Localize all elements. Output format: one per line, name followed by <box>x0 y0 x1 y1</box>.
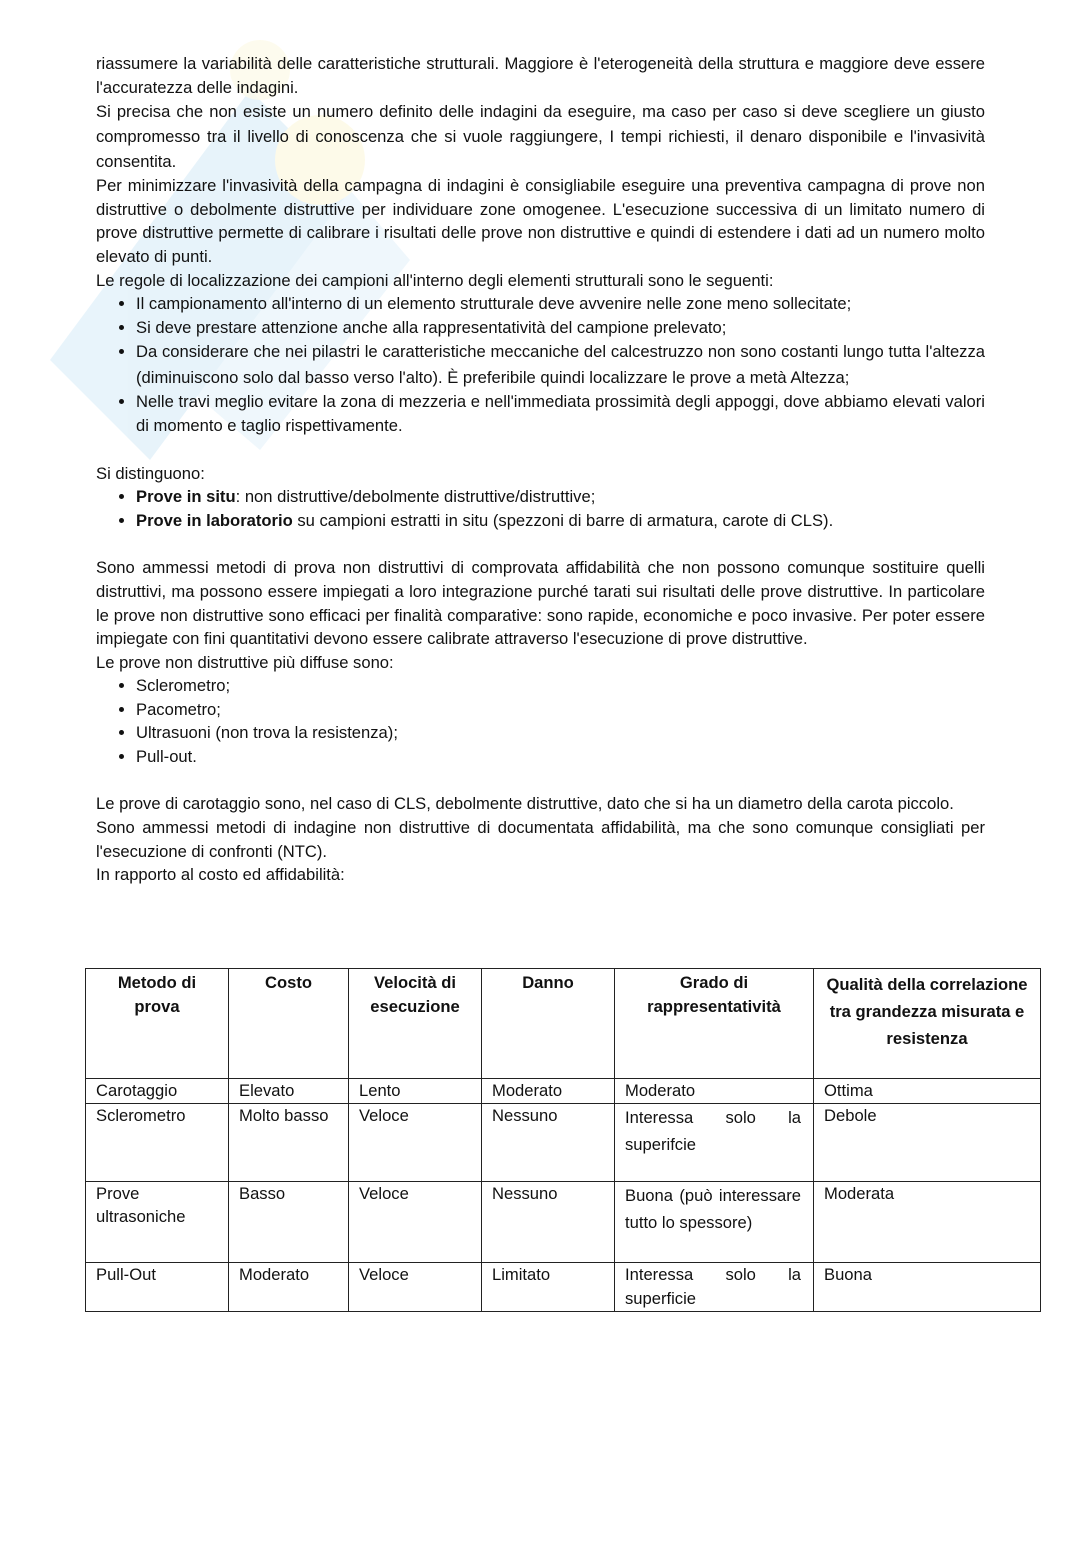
table-cell: Prove ultrasoniche <box>86 1181 229 1262</box>
table-cell: Veloce <box>349 1103 482 1181</box>
rules-list <box>96 292 985 437</box>
table-header-cell: Danno <box>482 969 615 1079</box>
table-cell: Interessa solo la superficie <box>615 1262 814 1311</box>
table-cell: Pull-Out <box>86 1262 229 1311</box>
distinguish-list <box>96 485 985 532</box>
list-item-text: : non distruttive/debolmente distruttive/distruttive; <box>235 487 596 507</box>
table-cell: Nessuno <box>482 1181 615 1262</box>
table-cell: Nessuno <box>482 1103 615 1181</box>
intro-paragraph-1: riassumere la variabilità delle caratteristiche strutturali. Maggiore è l'eterogeneità della struttura e maggiore deve essere l'accuratezza delle indagini. <box>96 54 985 97</box>
table-header-cell: Velocità di esecuzione <box>349 969 482 1079</box>
table-header-cell: Grado di rappresentatività <box>615 969 814 1079</box>
document-body <box>96 52 985 887</box>
ndt-list <box>96 674 985 768</box>
list-item: • Nelle travi meglio evitare la zona di mezzeria e nell'immediata prossimità degli appoggi, dove abbiamo elevati valori di momento e taglio rispettivamente. <box>136 390 985 437</box>
table-row <box>86 1262 1041 1311</box>
list-item: • Sclerometro; <box>136 674 985 698</box>
table-cell: Interessa solo la superifcie <box>615 1103 814 1181</box>
table-header-cell: Costo <box>229 969 349 1079</box>
intro-paragraph-4: Le regole di localizzazione dei campioni all'interno degli elementi strutturali sono le seguenti: <box>96 270 774 290</box>
table-cell: Moderato <box>615 1079 814 1104</box>
table-cell: Moderato <box>482 1079 615 1104</box>
list-item-text: su campioni estratti in situ (spezzoni di barre di armatura, carote di CLS). <box>292 510 834 530</box>
list-item: • Il campionamento all'interno di un elemento strutturale deve avvenire nelle zone meno sollecitate; <box>136 292 985 316</box>
list-item: • Pacometro; <box>136 698 985 722</box>
table-cell: Limitato <box>482 1262 615 1311</box>
closing-paragraph-1: Le prove di carotaggio sono, nel caso di CLS, debolmente distruttive, dato che si ha un diametro della carota piccolo. <box>96 793 954 813</box>
list-item: • Si deve prestare attenzione anche alla rappresentatività del campione prelevato; <box>136 316 985 340</box>
list-item-bold: Prove in laboratorio <box>136 510 293 530</box>
table-cell: Sclerometro <box>86 1103 229 1181</box>
list-item: • Pull-out. <box>136 745 985 769</box>
table-row <box>86 1103 1041 1181</box>
ndt-intro: Le prove non distruttive più diffuse sono: <box>96 652 394 672</box>
table-header-row <box>86 969 1041 1079</box>
closing-paragraph-3: In rapporto al costo ed affidabilità: <box>96 865 345 885</box>
list-item <box>136 509 985 533</box>
list-item-bold: Prove in situ <box>136 487 236 507</box>
table-header-cell: Metodo di prova <box>86 969 229 1079</box>
intro-paragraph-2: Si precisa che non esiste un numero definito delle indagini da eseguire, ma caso per caso si deve scegliere un giusto compromesso tra il livello di conoscenza che si vuole raggiungere, I tempi richiesti, il denaro disponibile e l'invasività consentita. <box>96 102 985 172</box>
comparison-table <box>85 968 1041 1312</box>
table-cell: Debole <box>814 1103 1041 1181</box>
list-item: • Da considerare che nei pilastri le caratteristiche meccaniche del calcestruzzo non sono costanti lungo tutta l'altezza (diminuiscono solo dal basso verso l'alto). È preferibile quindi localizzare le prove a metà Altezza; <box>136 339 985 390</box>
list-item <box>136 485 985 509</box>
table-cell: Buona (può interessare tutto lo spessore) <box>615 1181 814 1262</box>
table-cell: Molto basso <box>229 1103 349 1181</box>
table-header-cell: Qualità della correlazione tra grandezza misurata e resistenza <box>814 969 1041 1079</box>
table-cell: Moderata <box>814 1181 1041 1262</box>
table-cell: Ottima <box>814 1079 1041 1104</box>
methods-paragraph: Sono ammessi metodi di prova non distruttivi di comprovata affidabilità che non possono comunque sostituire quelli distruttivi, ma possono essere impiegati a loro integrazione purché tarati sui risultati delle prove distruttive. In particolare le prove non distruttive sono efficaci per finalità comparative: sono rapide, economiche e poco invasive. Per poter essere impiegate con fini quantitativi devono essere calibrate attraverso l'esecuzione di prove distruttive. <box>96 558 985 649</box>
table-cell: Moderato <box>229 1262 349 1311</box>
table-cell: Lento <box>349 1079 482 1104</box>
table-cell: Buona <box>814 1262 1041 1311</box>
table-cell: Carotaggio <box>86 1079 229 1104</box>
table-row <box>86 1079 1041 1104</box>
list-item: • Ultrasuoni (non trova la resistenza); <box>136 721 985 745</box>
closing-paragraph-2: Sono ammessi metodi di indagine non distruttive di documentata affidabilità, ma che sono comunque consigliati per l'esecuzione di confronti (NTC). <box>96 818 985 861</box>
distinguish-intro: Si distinguono: <box>96 463 205 483</box>
intro-paragraph-3: Per minimizzare l'invasività della campagna di indagini è consigliabile eseguire una preventiva campagna di prove non distruttive o debolmente distruttive per individuare zone omogenee. L'esecuzione successiva di un limitato numero di prove distruttive permette di calibrare i risultati delle prove non distruttive e quindi di estendere i dati ad un numero molto elevato di punti. <box>96 176 985 266</box>
table-cell: Veloce <box>349 1181 482 1262</box>
table-row <box>86 1181 1041 1262</box>
table-cell: Basso <box>229 1181 349 1262</box>
table-cell: Elevato <box>229 1079 349 1104</box>
table-cell: Veloce <box>349 1262 482 1311</box>
